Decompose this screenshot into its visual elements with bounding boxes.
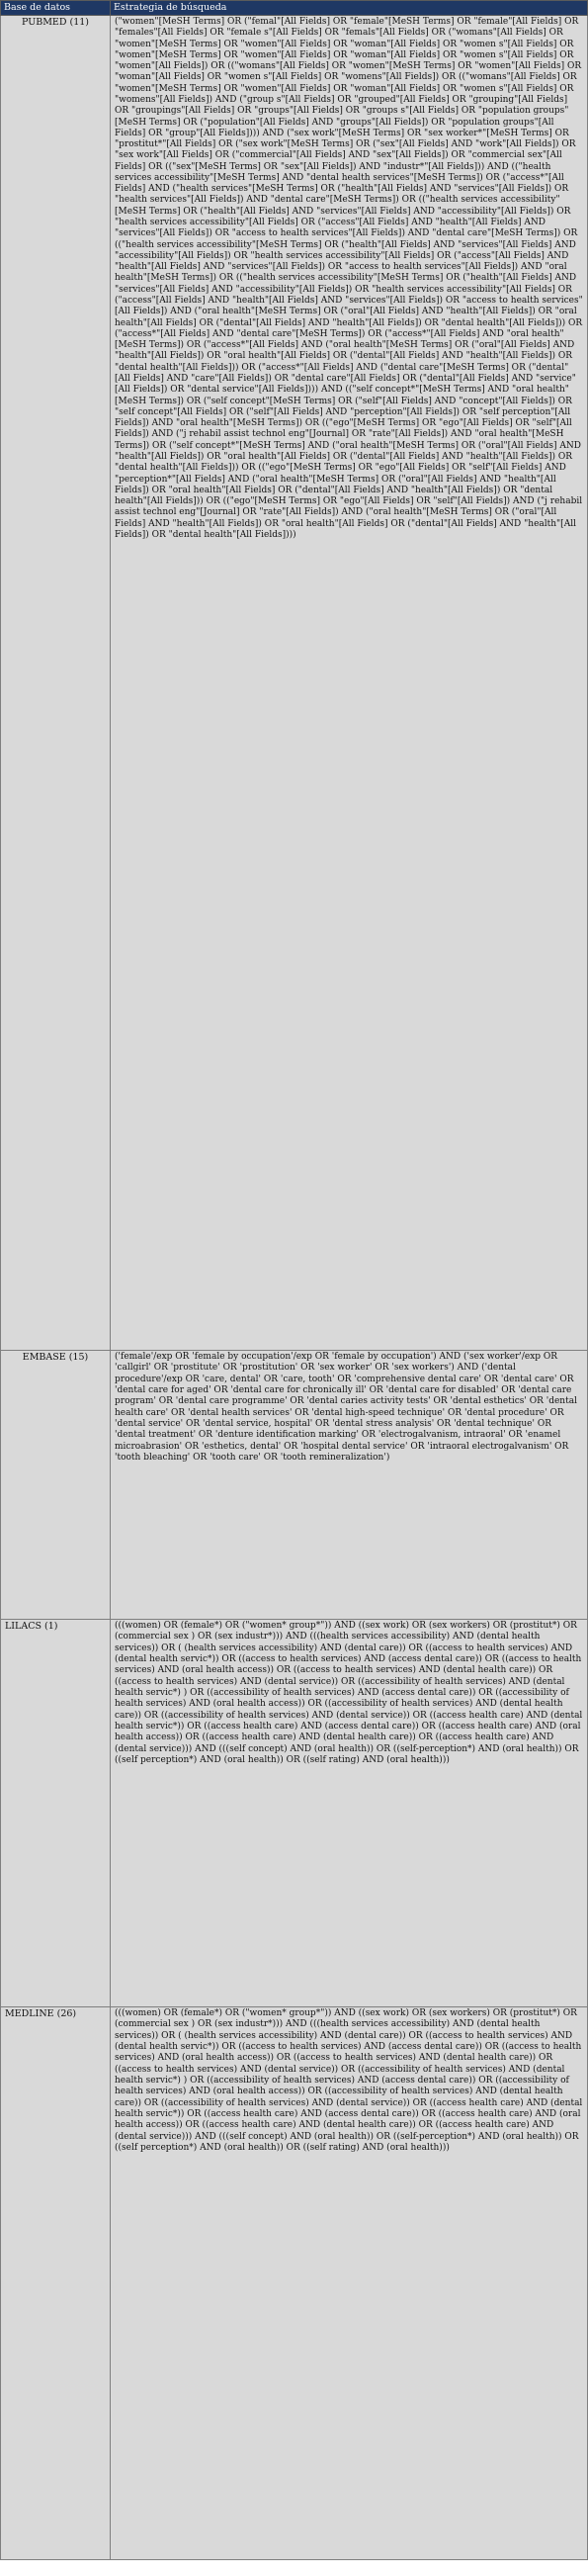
header-database: Base de datos	[1, 1, 111, 16]
database-cell: LILACS (1)	[1, 1619, 111, 2006]
strategy-cell: (((women) OR (female*) OR ("women* group*")) AND ((sex work) OR (sex workers) OR (prostitut*) OR (commercial sex ) OR (sex industr*))) AND (((health services accessibility) AND (dental health services)) OR ( (health services accessibility) AND (dental care)) OR ((access to health services) AND (dental health servic*)) OR ((access to health services) AND (access dental care)) OR ((access to health services) AND (oral health access)) OR ((access to health services) AND (dental health care)) OR ((access to health services) AND (dental service)) OR ((accessibility of health services) AND (dental health servic*) ) OR ((accessibility of health services) AND (access dental care)) OR ((accessibility of health services) AND (oral health access)) OR ((accessibility of health services) AND (dental health care)) OR ((accessibility of health services) AND (dental service)) OR ((access health care) AND (dental health servic*)) OR ((access health care) AND (access dental care)) OR ((access health care) AND (oral health access)) OR ((access health care) AND (dental health care)) OR ((access health care) AND (dental service))) AND (((self concept) AND (oral health)) OR ((self-perception*) AND (oral health)) OR ((self perception*) AND (oral health)) OR ((self rating) AND (oral health)))	[111, 2006, 588, 2559]
table-body	[1, 15, 588, 2559]
strategy-cell: ("women"[MeSH Terms] OR ("femal"[All Fields] OR "female"[MeSH Terms] OR "female"[All Fields] OR "females"[All Fields] OR "female s"[All Fields] OR "femals"[All Fields] OR ("womans"[All Fields] OR "women"[MeSH Terms] OR "women"[All Fields] OR "woman"[All Fields] OR "women s"[All Fields] OR "women"[MeSH Terms] OR "women"[All Fields] OR "woman"[All Fields] OR "women s"[All Fields] OR "women"[All Fields]) OR (("womans"[All Fields] OR "women"[MeSH Terms] OR "women"[All Fields] OR "woman"[All Fields] OR "women s"[All Fields] OR "womens"[All Fields]) OR (("womans"[All Fields] OR "women"[MeSH Terms] OR "women"[All Fields] OR "woman"[All Fields] OR "women s"[All Fields] OR "womens"[All Fields]) AND ("group s"[All Fields] OR "grouped"[All Fields] OR "grouping"[All Fields] OR "groupings"[All Fields] OR "groups"[All Fields] OR "groups s"[All Fields] OR "population groups"[MeSH Terms] OR ("population"[All Fields] AND "groups"[All Fields]) OR "population groups"[All Fields] OR "group"[All Fields]))) AND ("sex work"[MeSH Terms] OR "sex worker*"[MeSH Terms] OR "prostitut*"[All Fields] OR ("sex work"[MeSH Terms] OR ("sex"[All Fields] AND "work"[All Fields]) OR "sex work"[All Fields] OR ("commercial"[All Fields] AND "sex"[All Fields]) OR "commercial sex"[All Fields] OR (("sex"[MeSH Terms] OR "sex"[All Fields]) AND "industr*"[All Fields])) AND (("health services accessibility"[MeSH Terms] AND "dental health services"[MeSH Terms]) OR ("access*"[All Fields] AND ("health services"[MeSH Terms] OR ("health"[All Fields] AND "services"[All Fields]) OR "health services"[All Fields]) AND "dental care"[MeSH Terms]) OR (("health services accessibility"[MeSH Terms] OR ("health"[All Fields] AND "services"[All Fields] AND "accessibility"[All Fields]) OR "health services accessibility"[All Fields] OR ("access"[All Fields] AND "health"[All Fields] AND "services"[All Fields]) OR "access to health services"[All Fields]) AND "dental care"[MeSH Terms]) OR (("health services accessibility"[MeSH Terms] OR ("health"[All Fields] AND "services"[All Fields] AND "accessibility"[All Fields]) OR "health services accessibility"[All Fields] OR ("access"[All Fields] AND "health"[All Fields] AND "services"[All Fields]) OR "access to health services"[All Fields]) AND "oral health"[MeSH Terms]) OR (("health services accessibility"[MeSH Terms] OR ("health"[All Fields] AND "services"[All Fields] AND "accessibility"[All Fields]) OR "health services accessibility"[All Fields] OR ("access"[All Fields] AND "health"[All Fields] AND "services"[All Fields]) OR "access to health services"[All Fields]) AND ("oral health"[MeSH Terms] OR ("oral"[All Fields] AND "health"[All Fields]) OR "oral health"[All Fields] OR ("dental"[All Fields] AND "health"[All Fields]) OR "dental health"[All Fields])) OR ("access*"[All Fields] AND "dental care"[MeSH Terms]) OR ("access*"[All Fields] AND "oral health"[MeSH Terms]) OR ("access*"[All Fields] AND ("oral health"[MeSH Terms] OR ("oral"[All Fields] AND "health"[All Fields]) OR "oral health"[All Fields] OR ("dental"[All Fields] AND "health"[All Fields]) OR "dental health"[All Fields])) OR ("access*"[All Fields] AND ("dental care"[MeSH Terms] OR ("dental"[All Fields] AND "care"[All Fields]) OR "dental care"[All Fields] OR ("dental"[All Fields] AND "service"[All Fields]) OR "dental service"[All Fields]))) AND (("self concept*"[MeSH Terms] AND "oral health"[MeSH Terms]) OR ("self concept"[MeSH Terms] OR ("self"[All Fields] AND "concept"[All Fields]) OR "self concept"[All Fields] OR ("self"[All Fields] AND "perception"[All Fields]) OR "self perception"[All Fields]) AND "oral health"[MeSH Terms]) OR (("ego"[MeSH Terms] OR "ego"[All Fields] OR "self"[All Fields]) AND ("j rehabil assist technol eng"[Journal] OR "rate"[All Fields]) AND "oral health"[MeSH Terms]) OR ("self concept*"[MeSH Terms] AND ("oral health"[MeSH Terms] OR ("oral"[All Fields] AND "health"[All Fields]) OR "oral health"[All Fields] OR ("dental"[All Fields] AND "health"[All Fields]) OR "dental health"[All Fields])) OR (("ego"[MeSH Terms] OR "ego"[All Fields] OR "self"[All Fields] AND "perception*"[All Fields] AND ("oral health"[MeSH Terms] OR ("oral"[All Fields] AND "health"[All Fields]) OR "oral health"[All Fields] OR ("dental"[All Fields] AND "health"[All Fields]) OR "dental health"[All Fields])) OR (("ego"[MeSH Terms] OR "ego"[All Fields] OR "self"[All Fields]) AND ("j rehabil assist technol eng"[Journal] OR "rate"[All Fields]) AND ("oral health"[MeSH Terms] OR ("oral"[All Fields] AND "health"[All Fields]) OR "oral health"[All Fields] OR ("dental"[All Fields] AND "health"[All Fields]) OR "dental health"[All Fields])))	[111, 15, 588, 1350]
strategy-cell: (((women) OR (female*) OR ("women* group*")) AND ((sex work) OR (sex workers) OR (prostitut*) OR (commercial sex ) OR (sex industr*))) AND (((health services accessibility) AND (dental health services)) OR ( (health services accessibility) AND (dental care)) OR ((access to health services) AND (dental health servic*)) OR ((access to health services) AND (access dental care)) OR ((access to health services) AND (oral health access)) OR ((access to health services) AND (dental health care)) OR ((access to health services) AND (dental service)) OR ((accessibility of health services) AND (dental health servic*) ) OR ((accessibility of health services) AND (access dental care)) OR ((accessibility of health services) AND (oral health access)) OR ((accessibility of health services) AND (dental health care)) OR ((accessibility of health services) AND (dental service)) OR ((access health care) AND (dental health servic*)) OR ((access health care) AND (access dental care)) OR ((access health care) AND (oral health access)) OR ((access health care) AND (dental health care)) OR ((access health care) AND (dental service))) AND (((self concept) AND (oral health)) OR ((self-perception*) AND (oral health)) OR ((self perception*) AND (oral health)) OR ((self rating) AND (oral health)))	[111, 1619, 588, 2006]
table-row	[1, 2006, 588, 2559]
database-cell: MEDLINE (26)	[1, 2006, 111, 2559]
table-row	[1, 15, 588, 1350]
database-cell: EMBASE (15)	[1, 1350, 111, 1619]
database-cell: PUBMED (11)	[1, 15, 111, 1350]
strategy-cell: ('female'/exp OR 'female by occupation'/exp OR 'female by occupation') AND ('sex worker'/exp OR 'callgirl' OR 'prostitute' OR 'prostitution' OR 'sex worker' OR 'sex workers') AND ('dental procedure'/exp OR 'care, dental' OR 'care, tooth' OR 'comprehensive dental care' OR 'dental care' OR 'dental care for aged' OR 'dental care for chronically ill' OR 'dental care for disabled' OR 'dental care program' OR 'dental care programme' OR 'dental caries activity tests' OR 'dental esthetics' OR 'dental health care' OR 'dental health services' OR 'dental high-speed technique' OR 'dental procedure' OR 'dental service' OR 'dental service, hospital' OR 'dental stress analysis' OR 'dental technique' OR 'dental treatment' OR 'denture identification marking' OR 'electrogalvanism, intraoral' OR 'enamel microabrasion' OR 'esthetics, dental' OR 'hospital dental service' OR 'intraoral electrogalvanism' OR 'tooth bleaching' OR 'tooth care' OR 'tooth remineralization')	[111, 1350, 588, 1619]
table-row	[1, 1350, 588, 1619]
header-row	[1, 1, 588, 16]
header-strategy: Estrategia de búsqueda	[111, 1, 588, 16]
table-header	[1, 1, 588, 16]
table-row	[1, 1619, 588, 2006]
